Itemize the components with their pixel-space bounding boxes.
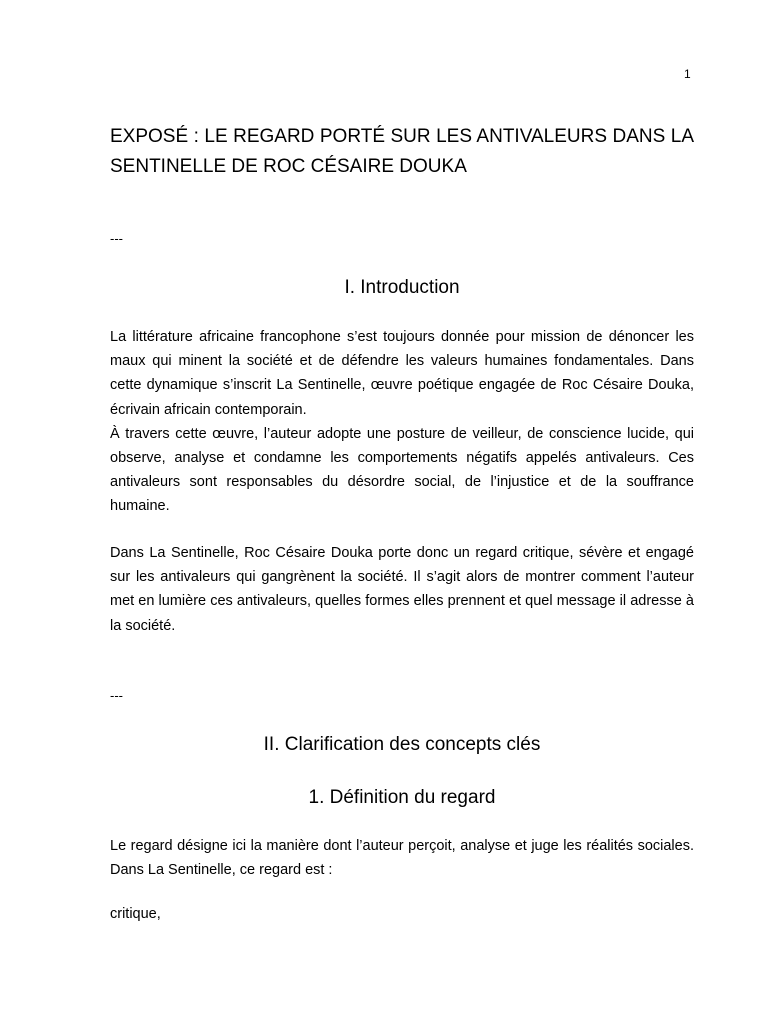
page-number: 1 — [684, 67, 691, 81]
section-heading-introduction: I. Introduction — [344, 277, 460, 298]
subsection-heading-definition: 1. Définition du regard — [308, 787, 496, 808]
intro-paragraph-1: La littérature africaine francophone s’est toujours donnée pour mission de dénoncer les maux qui minent la société et de défendre les valeurs humaines fondamentales. Dans cette dynamique s’inscrit La Sentinelle, œuvre poétique engagée de Roc Césaire Douka, écrivain africain contemporain. — [110, 329, 694, 418]
intro-paragraph-2: À travers cette œuvre, l’auteur adopte une posture de veilleur, de conscience lucide, qui observe, analyse et condamne les comportements négatifs appelés antivaleurs. Ces antivaleurs sont responsables du désordre social, de l’injustice et de la souffrance humaine. — [110, 425, 694, 515]
separator-2: --- — [110, 688, 123, 703]
section-heading-clarification: II. Clarification des concepts clés — [263, 734, 541, 755]
list-item: critique, — [110, 906, 161, 922]
intro-paragraph-1-2 — [110, 325, 694, 519]
definition-paragraph: Le regard désigne ici la manière dont l’auteur perçoit, analyse et juge les réalités sociales. Dans La Sentinelle, ce regard est : — [110, 838, 694, 879]
intro-paragraph-3: Dans La Sentinelle, Roc Césaire Douka porte donc un regard critique, sévère et engagé sur les antivaleurs qui gangrènent la société. Il s’agit alors de montrer comment l’auteur met en lumière ces antivaleurs, quelles formes elles prennent et quel message il adresse à la société. — [110, 545, 694, 634]
separator-1: --- — [110, 231, 123, 246]
document-title: EXPOSÉ : LE REGARD PORTÉ SUR LES ANTIVALEURS DANS LA SENTINELLE DE ROC CÉSAIRE DOUKA — [110, 126, 694, 177]
